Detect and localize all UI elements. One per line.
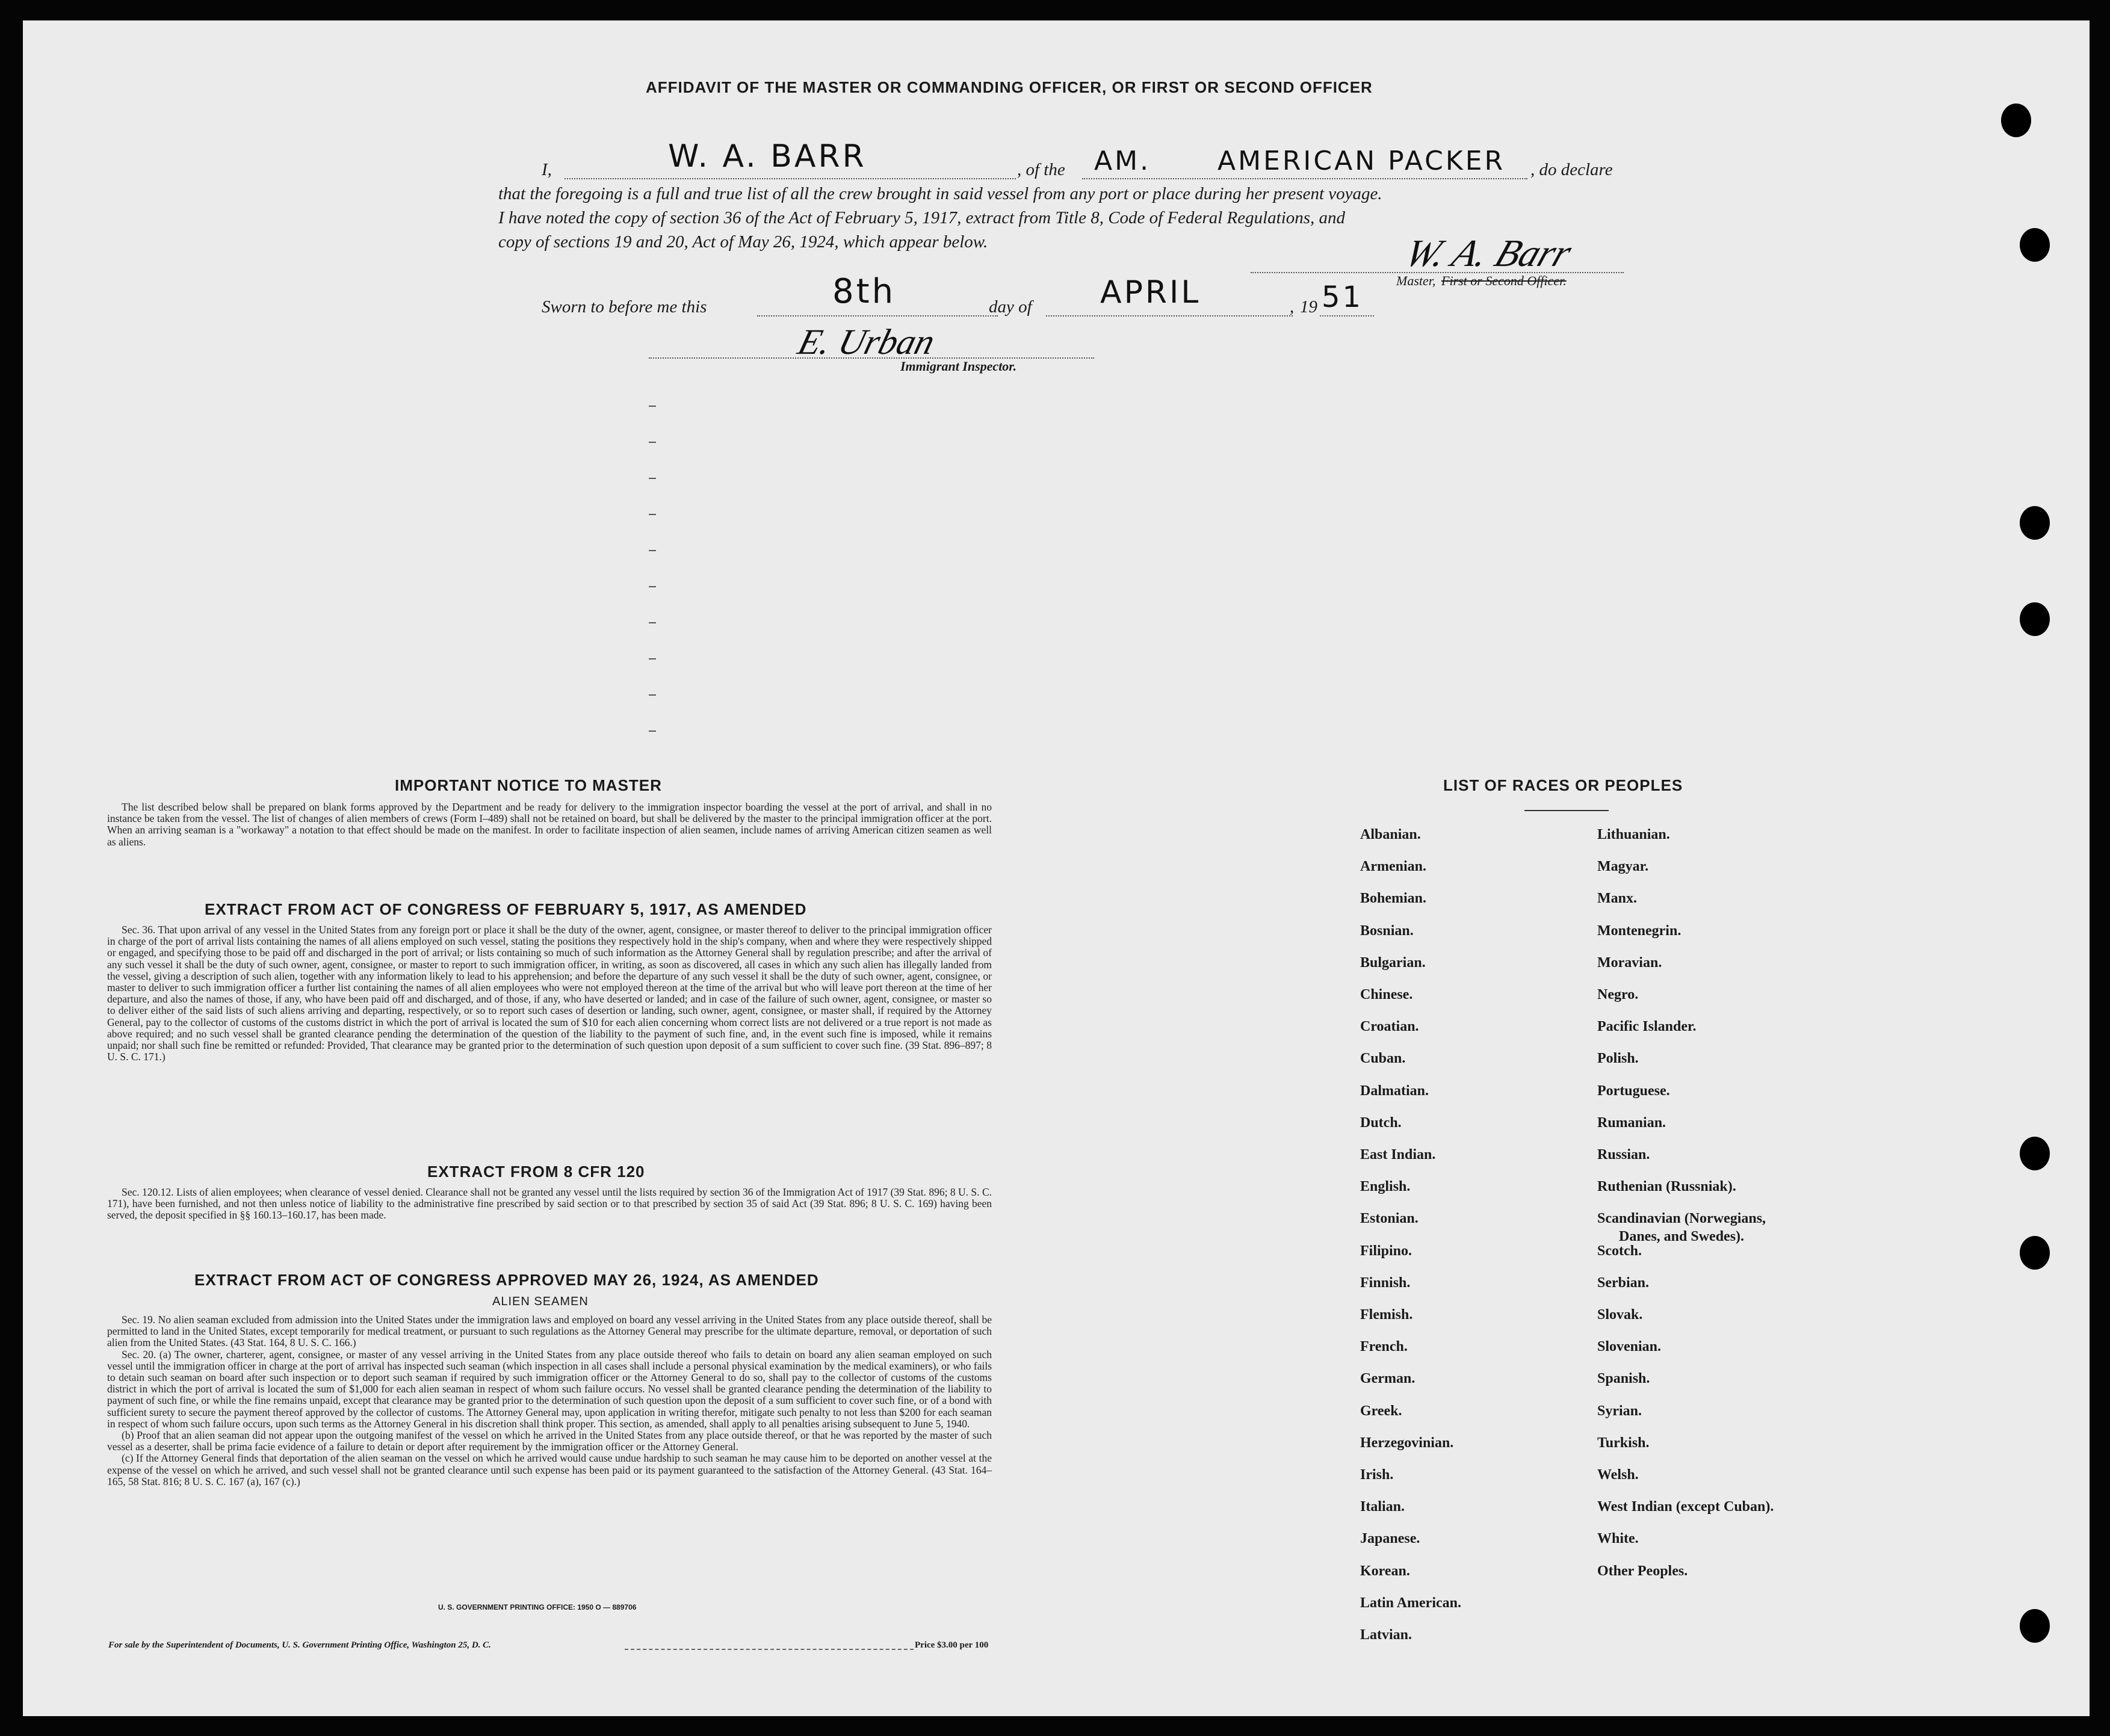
section-120-12-paragraph: Sec. 120.12. Lists of alien employees; when clearance of vessel denied. Clearance shall not be granted any vessel until the lists required by section 36 of the Immigration Act of 1917 (39 Stat. 896; 8 U. S. C. 171), have been furnished, and not then unless notice of liability to the administrative fine prescribed by said section or to that prescribed by section 35 of said Act (39 Stat. 896; 8 U. S. C. 169) having been served, the deposit specified in §§ 160.13–160.17, has been made.: [107, 1186, 992, 1222]
alien-seamen-subtitle: ALIEN SEAMEN: [492, 1295, 589, 1308]
year-prefix: 19: [1300, 297, 1317, 317]
sworn-day-line: [757, 315, 998, 317]
vessel-prefix: AM.: [1094, 146, 1151, 176]
race-item: Serbian.: [1597, 1274, 1650, 1291]
race-item: Scotch.: [1597, 1243, 1642, 1259]
affidavit-line-2: that the foregoing is a full and true list of all the crew brought in said vessel from any port or place during her present voyage.: [498, 184, 1382, 203]
race-item: English.: [1360, 1179, 1411, 1195]
race-item: Polish.: [1597, 1051, 1639, 1067]
races-title-rule: [1524, 810, 1609, 811]
race-item: Other Peoples.: [1597, 1563, 1688, 1579]
race-item: Finnish.: [1360, 1274, 1411, 1291]
tick-mark: [649, 731, 656, 732]
sworn-month: APRIL: [1100, 274, 1201, 310]
year-line: [1320, 315, 1374, 317]
extract-1924-title: EXTRACT FROM ACT OF CONGRESS APPROVED MAY 26, 1924, AS AMENDED: [194, 1271, 819, 1289]
punch-hole: [2020, 1236, 2050, 1270]
section-36-paragraph: Sec. 36. That upon arrival of any vessel in the United States from any foreign port or place it shall be the duty of the owner, agent, consignee, or master thereof to deliver to the principal immigration officer in charge of the port of arrival lists containing the names of all aliens employed on such vessel, stating the positions they respectively hold in the ship's company, when and where they were respectively shipped or engaged, and specifying those to be paid off and discharged in the port of arrival; or lists containing so much of such information as the Attorney General shall by regulation prescribe; and after the arrival of any such vessel it shall be the duty of such owner, agent, consignee, or master to report to such immigration officer, in writing, as soon as discovered, all cases in which any such alien has illegally landed from the vessel, giving a description of such alien, together with any information likely to lead to his apprehension; and before the departure of any such vessel it shall be the duty of such owner, agent, consignee, or master to deliver to such immigration officer a further list containing the names of all alien employees who were not employed thereon at the time of the arrival but who will leave port thereon at the time of her departure, and also the names of those, if any, who have been paid off and discharged, and of those, if any, who have deserted or landed; and in case of the failure of such owner, agent, consignee, or master so to deliver either of the said lists of such aliens arriving and departing, respectively, or so to report such cases of desertion or landing, such owner, agent, consignee, or master shall, if required by the Attorney General, pay to the collector of customs of the customs district in which the port of arrival is located the sum of $10 for each alien concerning whom correct lists are not delivered or a true report is not made as above required; and no such vessel shall be granted clearance pending the determination of the question of the liability to the payment of such fine, and, in the event such fine is imposed, while it remains unpaid; nor shall such fine be remitted or refunded: Provided, That clearance may be granted prior to the determination of such question upon deposit of a sum sufficient to cover such fine. (39 Stat. 896–897; 8 U. S. C. 171.): [107, 924, 992, 1063]
race-item: Greek.: [1360, 1403, 1402, 1419]
section-19-paragraph: Sec. 19. No alien seaman excluded from admission into the United States under the immigration laws and employed on board any vessel arriving in the United States from any place outside thereof, shall be permitted to land in the United States, except temporarily for medical treatment, or pursuant to such regulations as the Attorney General may prescribe for the ultimate departure, removal, or deportation of such alien from the United States. (43 Stat. 164, 8 U. S. C. 166.): [107, 1314, 992, 1349]
punch-hole: [2020, 1609, 2050, 1643]
notice-paragraph: The list described below shall be prepared on blank forms approved by the Department and be ready for delivery to the immigration inspector boarding the vessel at the port of arrival, and shall in no instance be taken from the vessel. The list of changes of alien members of crews (Form I–489) shall not be retained on board, but shall be delivered by the master to the principal immigration officer at the port. When an arriving seaman is a "workaway" a notation to that effect should be made on the manifest. In order to facilitate inspection of alien seamen, include names of arriving American citizen seamen as well as aliens.: [107, 801, 992, 848]
affidavit-line-4: copy of sections 19 and 20, Act of May 26, 1924, which appear below.: [498, 232, 988, 252]
race-item: Japanese.: [1360, 1531, 1420, 1547]
affidavit-line-3: I have noted the copy of section 36 of the Act of February 5, 1917, extract from Title 8, Code of Federal Regulations, and: [498, 208, 1346, 227]
race-item: East Indian.: [1360, 1147, 1436, 1163]
race-item: Latin American.: [1360, 1595, 1461, 1611]
notice-text: [107, 802, 992, 848]
footer-price: Price $3.00 per 100: [915, 1640, 989, 1650]
race-item: Latvian.: [1360, 1627, 1412, 1643]
race-item: West Indian (except Cuban).: [1597, 1499, 1774, 1515]
footer-sale-text: For sale by the Superintendent of Documents, U. S. Government Printing Office, Washington 25, D. C.: [108, 1640, 491, 1650]
footer-leader: [625, 1649, 914, 1650]
inspector-caption: Immigrant Inspector.: [900, 359, 1017, 374]
signature-caption-master: Master,: [1396, 273, 1436, 288]
i-label: I,: [542, 160, 552, 179]
tick-mark: [649, 658, 656, 659]
document-page: [23, 20, 2090, 1716]
race-item: Manx.: [1597, 891, 1637, 907]
race-item: Lithuanian.: [1597, 827, 1670, 842]
tick-mark: [649, 406, 656, 407]
race-item: Albanian.: [1360, 827, 1421, 842]
race-item: Spanish.: [1597, 1371, 1650, 1387]
extract-cfr-text: [107, 1187, 992, 1222]
race-item: Irish.: [1360, 1467, 1394, 1483]
tick-mark: [649, 478, 656, 479]
race-item: Korean.: [1360, 1563, 1410, 1579]
of-the-label: , of the: [1017, 160, 1065, 179]
affidavit-title: AFFIDAVIT OF THE MASTER OR COMMANDING OFFICER, OR FIRST OR SECOND OFFICER: [646, 78, 1373, 96]
punch-hole: [2020, 1137, 2050, 1170]
tick-mark: [649, 586, 656, 587]
declarant-name: W. A. BARR: [668, 138, 867, 175]
race-item: Slovak.: [1597, 1307, 1643, 1323]
race-item: Bulgarian.: [1360, 954, 1426, 971]
race-item: Armenian.: [1360, 859, 1426, 875]
race-item: Syrian.: [1597, 1403, 1642, 1419]
race-item: Ruthenian (Russniak).: [1597, 1179, 1736, 1195]
extract-1917-title: EXTRACT FROM ACT OF CONGRESS OF FEBRUARY 5, 1917, AS AMENDED: [205, 900, 807, 918]
extract-cfr-title: EXTRACT FROM 8 CFR 120: [427, 1163, 645, 1181]
gpo-imprint: U. S. GOVERNMENT PRINTING OFFICE: 1950 O — 889706: [438, 1603, 637, 1611]
race-item: Welsh.: [1597, 1467, 1639, 1483]
name-line: [565, 178, 1016, 179]
race-item: Cuban.: [1360, 1051, 1406, 1067]
race-item: White.: [1597, 1531, 1639, 1547]
punch-hole: [2020, 228, 2050, 262]
notice-title: IMPORTANT NOTICE TO MASTER: [395, 776, 662, 794]
race-item: Italian.: [1360, 1499, 1405, 1515]
race-item: Russian.: [1597, 1147, 1650, 1163]
race-item: Croatian.: [1360, 1019, 1419, 1035]
races-title: LIST OF RACES OR PEOPLES: [1443, 776, 1683, 794]
race-item: Flemish.: [1360, 1307, 1413, 1323]
section-20c-paragraph: (c) If the Attorney General finds that deportation of the alien seaman on the vessel on which he arrived would cause undue hardship to such seaman he may cause him to be deported on another vessel at the expense of the vessel on which he arrived, and such vessel shall not be granted clearance until such expense has been paid or its payment guaranteed to the satisfaction of the Attorney General. (43 Stat. 164–165, 58 Stat. 816; 8 U. S. C. 167 (a), 167 (c).): [107, 1452, 992, 1487]
punch-hole: [2001, 103, 2031, 137]
race-item: Slovenian.: [1597, 1339, 1662, 1355]
sworn-day: 8th: [832, 272, 896, 311]
race-item: Estonian.: [1360, 1211, 1419, 1227]
punch-hole: [2020, 602, 2050, 636]
tick-mark: [649, 622, 656, 623]
race-item: Chinese.: [1360, 987, 1413, 1002]
section-20a-paragraph: Sec. 20. (a) The owner, charterer, agent, consignee, or master of any vessel arriving in the United States from any place outside thereof who fails to detain on board any alien seaman employed on such vessel until the immigration officer in charge at the port of arrival has inspected such seaman (which inspection in all cases shall include a personal physical examination by the medical examiners), or who fails to detain such seaman on board after such inspection or to deport such seaman if required by such immigration officer or the Attorney General to do so, shall pay to the collector of customs of the customs district in which the port of arrival is located the sum of $1,000 for each alien seaman in respect of whom such failure occurs. No vessel shall be granted clearance pending the determination of the liability to payment of such fine, or while the fine remains unpaid, except that clearance may be granted prior to the determination of such question upon the deposit of a sum sufficient to cover such fine, or of a bond with sufficient surety to secure the payment thereof approved by the collector of customs. The Attorney General may, upon application in writing therefor, mitigate such penalty to not less than $200 for each seaman in respect of whom such failure occurs, upon such terms as the Attorney General in his discretion shall think proper. This section, as amended, shall apply to all penalties arising subsequent to June 5, 1940.: [107, 1348, 992, 1430]
inspector-signature: E. Urban: [794, 322, 939, 362]
race-item: Moravian.: [1597, 954, 1662, 971]
do-declare-label: , do declare: [1530, 160, 1613, 179]
race-item: Turkish.: [1597, 1435, 1650, 1451]
race-item: Rumanian.: [1597, 1114, 1666, 1131]
race-item: Dutch.: [1360, 1114, 1402, 1131]
race-item: Montenegrin.: [1597, 922, 1682, 939]
race-item: Bohemian.: [1360, 891, 1427, 907]
race-item: Dalmatian.: [1360, 1083, 1429, 1099]
race-item: Danes, and Swedes).: [1619, 1229, 1745, 1245]
sworn-month-line: [1046, 315, 1293, 317]
race-item: German.: [1360, 1371, 1415, 1387]
tick-mark: [649, 442, 656, 443]
comma: ,: [1290, 297, 1295, 317]
year-suffix: 51: [1322, 280, 1364, 314]
race-item: Negro.: [1597, 987, 1639, 1002]
race-item: Filipino.: [1360, 1243, 1412, 1259]
signature-caption-struck: First or Second Officer.: [1441, 273, 1567, 288]
tick-mark: [649, 694, 656, 696]
race-item: Pacific Islander.: [1597, 1019, 1697, 1035]
extract-1924-text: [107, 1314, 992, 1487]
tick-mark: [649, 514, 656, 515]
race-item: Portuguese.: [1597, 1083, 1670, 1099]
vessel-line: [1082, 178, 1527, 179]
tick-mark: [649, 550, 656, 551]
race-item: Bosnian.: [1360, 922, 1414, 939]
punch-hole: [2020, 506, 2050, 540]
race-item: Magyar.: [1597, 859, 1649, 875]
race-item: Scandinavian (Norwegians,: [1597, 1211, 1766, 1227]
section-20b-paragraph: (b) Proof that an alien seaman did not appear upon the outgoing manifest of the vessel on which he arrived in the United States from any place outside thereof, or that he was reported by the master of such vessel as a deserter, shall be prima facie evidence of a failure to detain or deport after requirement by the immigration officer or the Attorney General.: [107, 1429, 992, 1453]
race-item: French.: [1360, 1339, 1408, 1355]
vessel-name: AMERICAN PACKER: [1217, 146, 1506, 176]
master-signature: W. A. Barr: [1399, 232, 1578, 274]
extract-1917-text: [107, 924, 992, 1063]
sworn-label: Sworn to before me this: [542, 297, 707, 317]
race-item: Herzegovinian.: [1360, 1435, 1454, 1451]
day-of-label: day of: [989, 297, 1032, 317]
